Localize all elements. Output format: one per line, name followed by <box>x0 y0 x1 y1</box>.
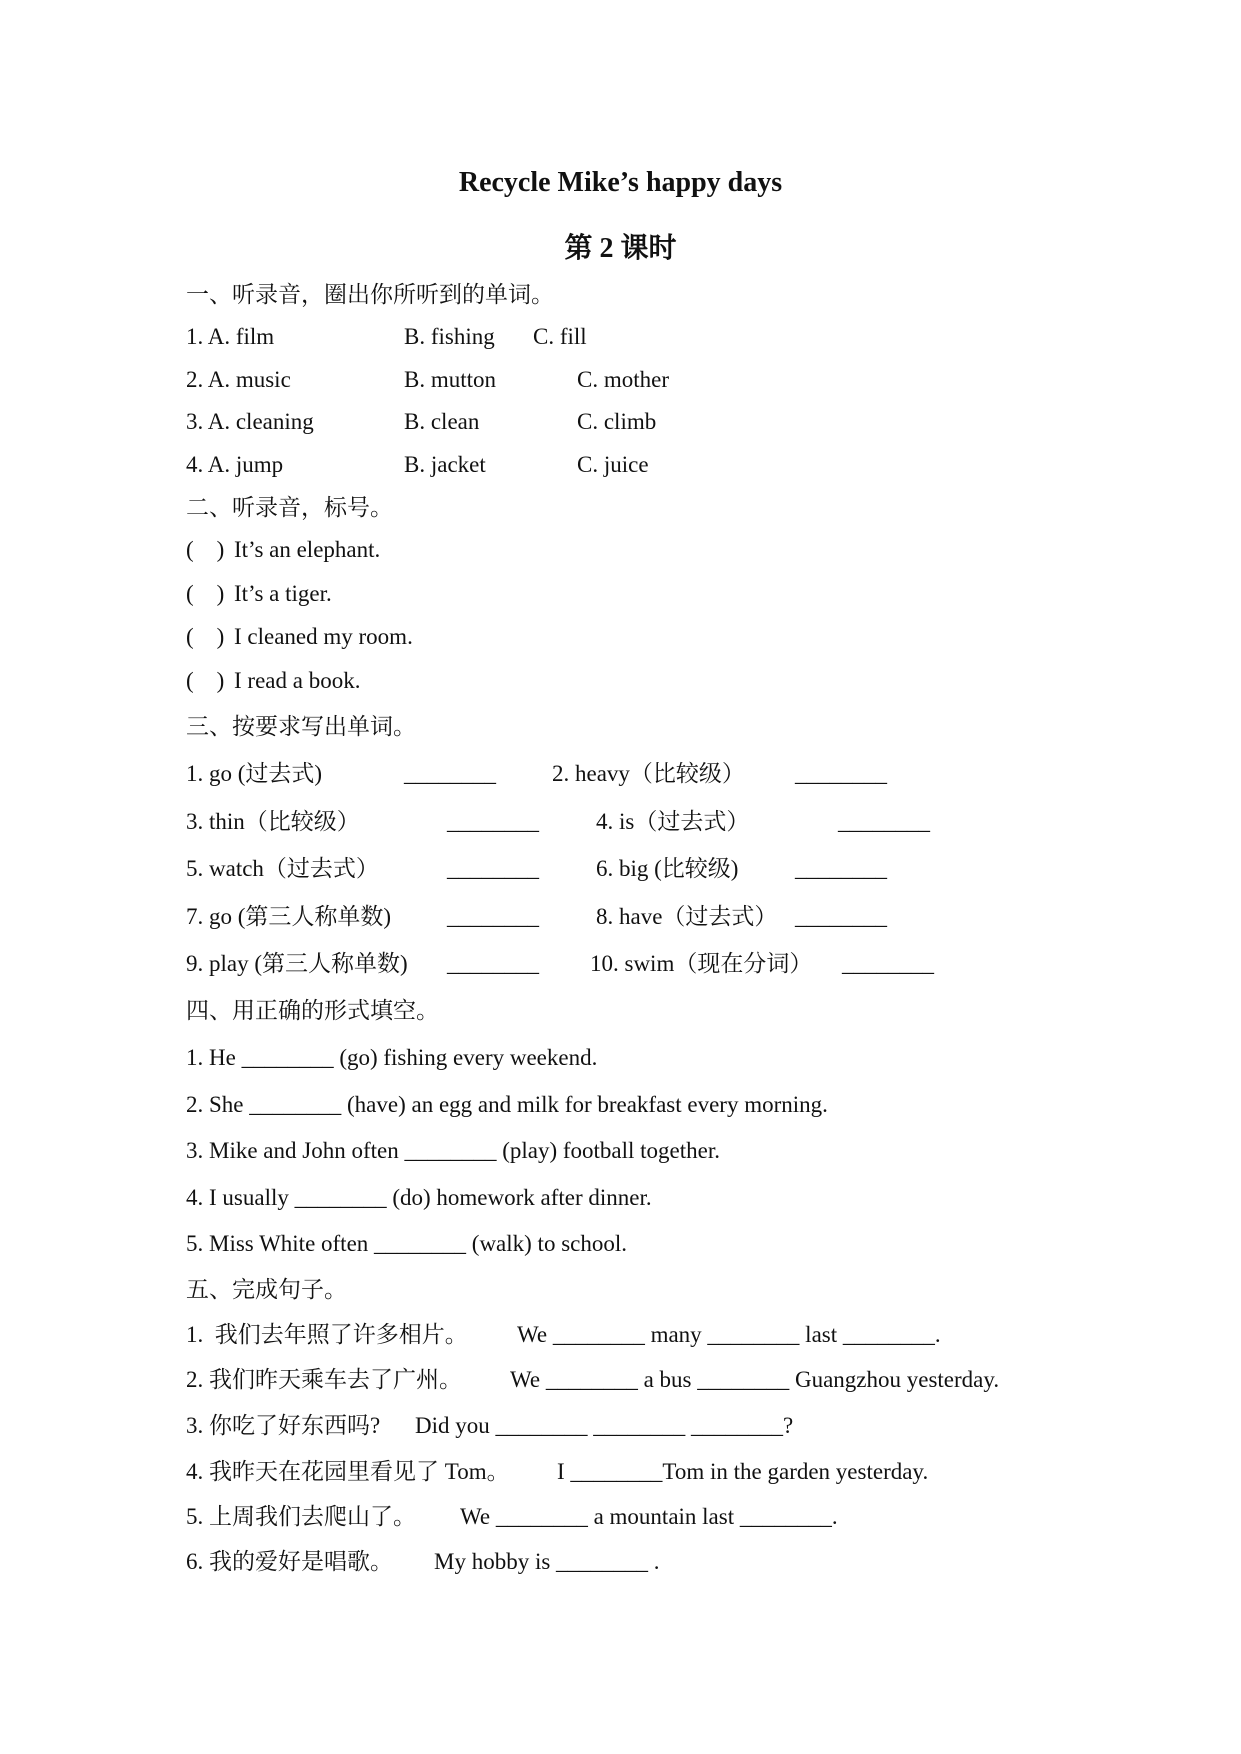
option-c: C. climb <box>577 409 657 434</box>
answer-blank: ________ <box>447 951 539 976</box>
word-prompt: 7. go (第三人称单数) <box>186 904 392 929</box>
answer-blank: ________ <box>795 904 887 929</box>
fill-in-sentence: 1. He ________ (go) fishing every weekend. <box>186 1045 598 1070</box>
option-c: C. juice <box>577 452 649 477</box>
fill-in-sentence: 4. I usually ________ (do) homework after dinner. <box>186 1185 652 1210</box>
list-item: It’s an elephant. <box>234 537 381 562</box>
fill-in-sentence: 2. She ________ (have) an egg and milk for breakfast every morning. <box>186 1092 828 1117</box>
english-sentence: We ________ a mountain last ________. <box>460 1504 838 1529</box>
word-prompt: 5. watch（过去式） <box>186 856 379 881</box>
answer-blank: ________ <box>447 809 539 834</box>
chinese-prompt: 1. 我们去年照了许多相片。 <box>186 1322 468 1347</box>
option-b: B. mutton <box>404 367 497 392</box>
option-a: 2. A. music <box>186 367 291 392</box>
section-heading: 一、听录音，圈出你所听到的单词。 <box>186 282 554 307</box>
chinese-prompt: 2. 我们昨天乘车去了广州。 <box>186 1367 462 1392</box>
option-a: 3. A. cleaning <box>186 409 314 434</box>
option-a: 4. A. jump <box>186 452 284 477</box>
answer-blank: ________ <box>842 951 934 976</box>
english-sentence: We ________ a bus ________ Guangzhou yesterday. <box>510 1367 1000 1392</box>
english-sentence: My hobby is ________ . <box>434 1549 660 1574</box>
word-prompt: 8. have（过去式） <box>596 904 778 929</box>
chinese-prompt: 6. 我的爱好是唱歌。 <box>186 1549 393 1574</box>
chinese-prompt: 3. 你吃了好东西吗? <box>186 1413 381 1438</box>
word-prompt: 6. big (比较级) <box>596 856 739 881</box>
option-a: 1. A. film <box>186 324 275 349</box>
english-sentence: I ________Tom in the garden yesterday. <box>557 1459 929 1484</box>
word-prompt: 9. play (第三人称单数) <box>186 951 408 976</box>
answer-parentheses: ( ) <box>186 537 225 562</box>
answer-parentheses: ( ) <box>186 581 225 606</box>
answer-blank: ________ <box>404 761 496 786</box>
answer-blank: ________ <box>838 809 930 834</box>
english-sentence: We ________ many ________ last ________. <box>517 1322 941 1347</box>
word-prompt: 3. thin（比较级） <box>186 809 360 834</box>
word-prompt: 10. swim（现在分词） <box>590 951 813 976</box>
fill-in-sentence: 5. Miss White often ________ (walk) to school. <box>186 1231 627 1256</box>
word-prompt: 2. heavy（比较级） <box>552 761 745 786</box>
answer-parentheses: ( ) <box>186 624 225 649</box>
option-c: C. mother <box>577 367 669 392</box>
section-heading: 三、按要求写出单词。 <box>186 714 416 739</box>
page-title: Recycle Mike’s happy days <box>458 167 783 198</box>
word-prompt: 1. go (过去式) <box>186 761 323 786</box>
answer-blank: ________ <box>795 856 887 881</box>
section-heading: 五、完成句子。 <box>186 1277 347 1302</box>
fill-in-sentence: 3. Mike and John often ________ (play) football together. <box>186 1138 721 1163</box>
lesson-subtitle: 第 2 课时 <box>564 233 677 264</box>
list-item: I read a book. <box>234 668 361 693</box>
list-item: I cleaned my room. <box>234 624 413 649</box>
option-b: B. fishing <box>404 324 495 349</box>
answer-parentheses: ( ) <box>186 668 225 693</box>
option-c: C. fill <box>533 324 587 349</box>
english-sentence: Did you ________ ________ ________? <box>415 1413 794 1438</box>
chinese-prompt: 5. 上周我们去爬山了。 <box>186 1504 416 1529</box>
chinese-prompt: 4. 我昨天在花园里看见了 Tom。 <box>186 1459 510 1484</box>
answer-blank: ________ <box>795 761 887 786</box>
answer-blank: ________ <box>447 904 539 929</box>
section-heading: 四、用正确的形式填空。 <box>186 998 439 1023</box>
word-prompt: 4. is（过去式） <box>596 809 750 834</box>
answer-blank: ________ <box>447 856 539 881</box>
option-b: B. clean <box>404 409 480 434</box>
list-item: It’s a tiger. <box>234 581 332 606</box>
section-heading: 二、听录音，标号。 <box>186 495 393 520</box>
option-b: B. jacket <box>404 452 486 477</box>
